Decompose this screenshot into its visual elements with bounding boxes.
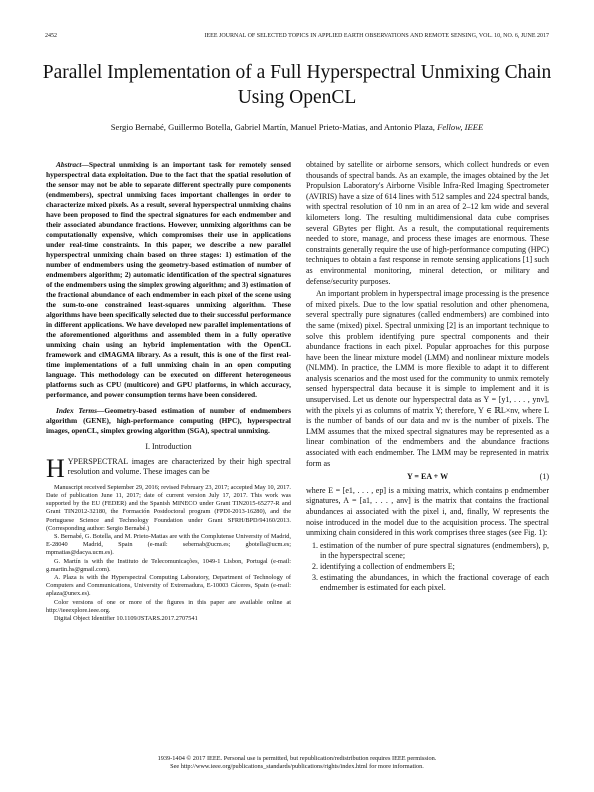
- index-terms-label: Index Terms—: [56, 406, 105, 415]
- footer-line: See http://www.ieee.org/publications_standards/publications/rights/index.html for more information.: [170, 763, 424, 770]
- body-paragraph: where E = [e1, . . . , ep] is a mixing matrix, which contains p endmember signatures, A = [a1, . . . , anv] is the matrix that contains the fractional abundances ai associated with the pixel i, and, finally, W represents the noise introduced in the model due to the acquisition process. The spectral unmixing chain considered in this work comprises three stages (see Fig. 1):: [306, 485, 549, 538]
- left-column: [46, 160, 291, 623]
- equation-number: (1): [539, 472, 549, 482]
- footnotes: [46, 484, 291, 623]
- list-item: 3. estimating the abundances, in which the fractional coverage of each endmember is estimated for each pixel.: [320, 573, 549, 594]
- footnote: A. Plaza is with the Hyperspectral Computing Laboratory, Department of Technology of Computers and Communications, University of Extremadura, E-10003 Cáceres, Spain (e-mail: aplaza@unex.es).: [46, 574, 291, 598]
- list-item: 2. identifying a collection of endmembers E;: [320, 562, 549, 573]
- equation-1: [306, 472, 549, 483]
- page-number: 2452: [45, 33, 57, 39]
- footnote: Digital Object Identifier 10.1109/JSTARS.2017.2707541: [54, 615, 198, 623]
- authors-names: Sergio Bernabé, Guillermo Botella, Gabriel Martín, Manuel Prieto-Matias, and Antonio Plaza,: [110, 122, 435, 132]
- index-terms: [46, 406, 291, 436]
- author-list: [40, 122, 554, 132]
- copyright-footer: [40, 755, 554, 771]
- footer-line: 1939-1404 © 2017 IEEE. Personal use is permitted, but republication/redistribution requires IEEE permission.: [157, 755, 437, 762]
- footnote: Manuscript received September 29, 2016; revised February 23, 2017; accepted May 10, 2017. Date of publication June 11, 2017; date of current version July 17, 2017. This work was supported by the EU (FEDER) and the Spanish MINECO under Grant TIN2015-65277-R and Grant TIN2012-32180, the Formación Postdoctoral program (FPDI-2013-16280), and the Portuguese Science and Technology Foundation under Grant SFRH/BPD/94160/2013. (Corresponding author: Sergio Bernabé.): [46, 483, 291, 532]
- body-paragraph: An important problem in hyperspectral image processing is the presence of mixed pixels. Due to the low spatial resolution and other phenomena, several spectrally pure signatures (called endmembers) are combined into the same (mixed) pixel. Spectral unmixing [2] is an important technique to solve this problem identifying pure spectral components and their abundance fractions in each pixel. Popular approaches for this purpose have been the linear mixture model (LMM) and nonlinear mixture models (NLMM). In practice, the LMM is more flexible to adapt it to different analysis scenarios and the most used for the community to unmix remotely sensed hyperspectral data because it is simple to implement and it is unsupervised. Let us denote our hyperspectral data as Y = [y1, . . . , ynv], with the pixels yi as columns of matrix Y; therefore, Y ∈ ℝL×nv, where L is the number of bands of our data and nv is the number of pixels. The LMM assumes that the mixed spectral signatures may be represented as a linear combination of the endmembers and the abundance fractions associated with each endmember. The LMM may be represented in matrix form as: [306, 289, 549, 468]
- section-heading-introduction: I. Introduction: [145, 442, 192, 451]
- drop-cap: H: [46, 453, 65, 483]
- index-terms-text: Geometry-based estimation of number of endmembers algorithm (GENE), high-performance computing (HPC), hyperspectral images, openCL, simplex growing algorithm (SGA), spectral unmixing.: [46, 406, 291, 435]
- footnote: Color versions of one or more of the figures in this paper are available online at http://ieeexplore.ieee.org.: [46, 598, 291, 614]
- running-header: [45, 31, 549, 41]
- body-paragraph: obtained by satellite or airborne sensors, which collect hundreds or even thousands of spectral bands. As an example, the images obtained by the Jet Propulsion Laboratory's Airborne Visible Infra-Red Imaging Spectrometer (AVIRIS) have a size of 614 lines with 512 samples and 224 spectral bands, with spectral resolution of 10 nm in an area of 2–12 km wide and several kilometers long. The resulting multidimensional data cube comprises several GBytes per flight. As a result, the computational requirements needed to store, manage, and process these images are enormous. These constraints generally require the use of high-performance computing (HPC) techniques to obtain a fast response in remote sensing applications [1] such as environmental monitoring, mineral detection, or military and defense/security purposes.: [306, 160, 549, 286]
- stage-list: [306, 541, 549, 594]
- footnote: G. Martín is with the Instituto de Telecomunicações, 1049-1 Lisbon, Portugal (e-mail: g.martin.hs@gmail.com).: [46, 557, 291, 573]
- paper-title: Parallel Implementation of a Full Hyperspectral Unmixing Chain Using OpenCL: [42, 62, 552, 108]
- authors-fellow: Fellow, IEEE: [437, 122, 484, 132]
- intro-paragraph: [46, 453, 291, 483]
- footnote: S. Bernabé, G. Botella, and M. Prieto-Matias are with the Complutense University of Madrid, E-28040 Madrid, Spain (e-mail: sebernab@ucm.es; gbotella@ucm.es; mpmatias@dacya.ucm.es).: [46, 533, 291, 557]
- equation-body: Y = EA + W: [406, 472, 449, 482]
- intro-text: YPERSPECTRAL images are characterized by their high spectral resolution and volume. These images can be: [67, 456, 291, 477]
- abstract-label: Abstract—: [56, 160, 89, 169]
- right-column: [306, 160, 549, 594]
- list-item: 1. estimation of the number of pure spectral signatures (endmembers), p, in the hyperspectral scene;: [320, 541, 549, 562]
- abstract-text: Spectral unmixing is an important task for remotely sensed hyperspectral data exploitation. Due to the fact that the spatial resolution of the sensor may not be able to separate different spectrally pure components (endmembers), spectral unmixing faces important challenges in order to characterize mixed pixels. As a result, several hyperspectral unmixing chains have been proposed to find the spectral signatures for each endmember and their associated abundance fractions. However, unmixing algorithms can be computationally expensive, which compromises their use in applications under real-time constraints. In this paper, we describe a new parallel hyperspectral unmixing chain based on three stages: 1) estimation of the number of endmembers using the geometry-based estimation of number of endmembers algorithm; 2) automatic identification of the spectral signatures of the endmembers using the simplex growing algorithm; and 3) estimation of the fractional abundance of each endmember in each pixel of the scene using the sum-to-one constrained least-squares unmixing algorithm. These algorithms have been specifically selected due to their successful performance in different applications. We have developed new parallel implementations of the aforementioned algorithms and assembled them in a fully operative unmixing chain using an hybrid implementation with the OpenCL framework and clMAGMA library. As a result, this is one of the first real-time implementations of a full unmixing chain in an open computing language. This methodology can be executed on different heterogeneous platforms such as CPU (multicore) and GPU platforms, in which accuracy, performance, and power consumption terms have been considered.: [46, 160, 291, 399]
- abstract: [46, 160, 291, 400]
- journal-name: IEEE JOURNAL OF SELECTED TOPICS IN APPLIED EARTH OBSERVATIONS AND REMOTE SENSING, VOL. 10, NO. 6, JUNE 2017: [204, 33, 549, 39]
